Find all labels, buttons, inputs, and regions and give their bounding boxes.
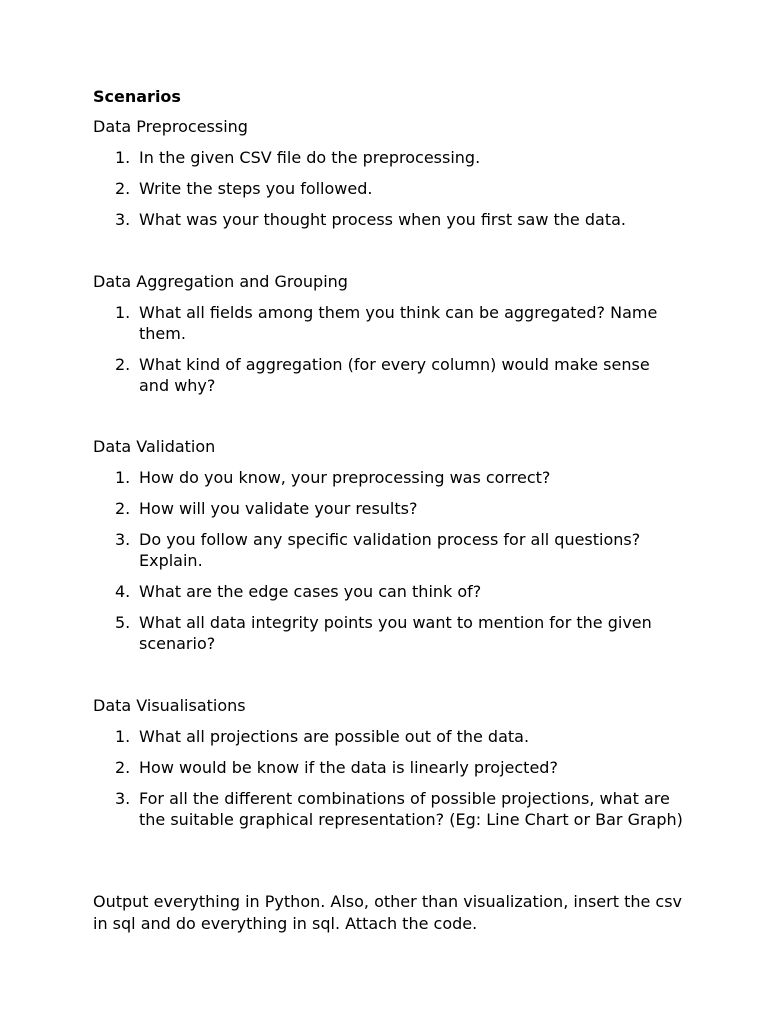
closing-paragraph: Output everything in Python. Also, other than visualization, insert the csv in sql and do everything in sql. Attach the code.	[93, 892, 683, 933]
numbered-list	[93, 726, 683, 830]
list-item: 2. What kind of aggregation (for every column) would make sense and why?	[115, 355, 650, 395]
list-item: 1. What all fields among them you think can be aggregated? Name them.	[115, 303, 658, 343]
section-heading: Data Preprocessing	[93, 117, 248, 136]
section-data-visualisations	[93, 695, 683, 830]
document-title: Scenarios	[93, 87, 181, 106]
list-item: 1. What all projections are possible out of the data.	[115, 727, 530, 746]
section-heading: Data Visualisations	[93, 696, 246, 715]
numbered-list	[93, 467, 683, 654]
list-item: 4. What are the edge cases you can think of?	[115, 582, 482, 601]
list-item: 3. Do you follow any specific validation process for all questions? Explain.	[115, 530, 641, 570]
list-item: 1. How do you know, your preprocessing was correct?	[115, 468, 551, 487]
numbered-list	[93, 147, 683, 230]
list-item: 5. What all data integrity points you want to mention for the given scenario?	[115, 613, 652, 653]
list-item: 3. What was your thought process when you first saw the data.	[115, 210, 626, 229]
list-item: 2. How would be know if the data is linearly projected?	[115, 758, 558, 777]
list-item: 1. In the given CSV file do the preprocessing.	[115, 148, 481, 167]
list-item: 3. For all the different combinations of possible projections, what are the suitable graphical representation? (Eg: Line Chart or Bar Graph)	[115, 789, 683, 829]
section-heading: Data Aggregation and Grouping	[93, 272, 348, 291]
numbered-list	[93, 302, 683, 396]
list-item: 2. How will you validate your results?	[115, 499, 418, 518]
list-item: 2. Write the steps you followed.	[115, 179, 373, 198]
section-data-aggregation	[93, 271, 683, 396]
section-data-preprocessing	[93, 116, 683, 230]
section-heading: Data Validation	[93, 437, 216, 456]
section-data-validation	[93, 436, 683, 654]
